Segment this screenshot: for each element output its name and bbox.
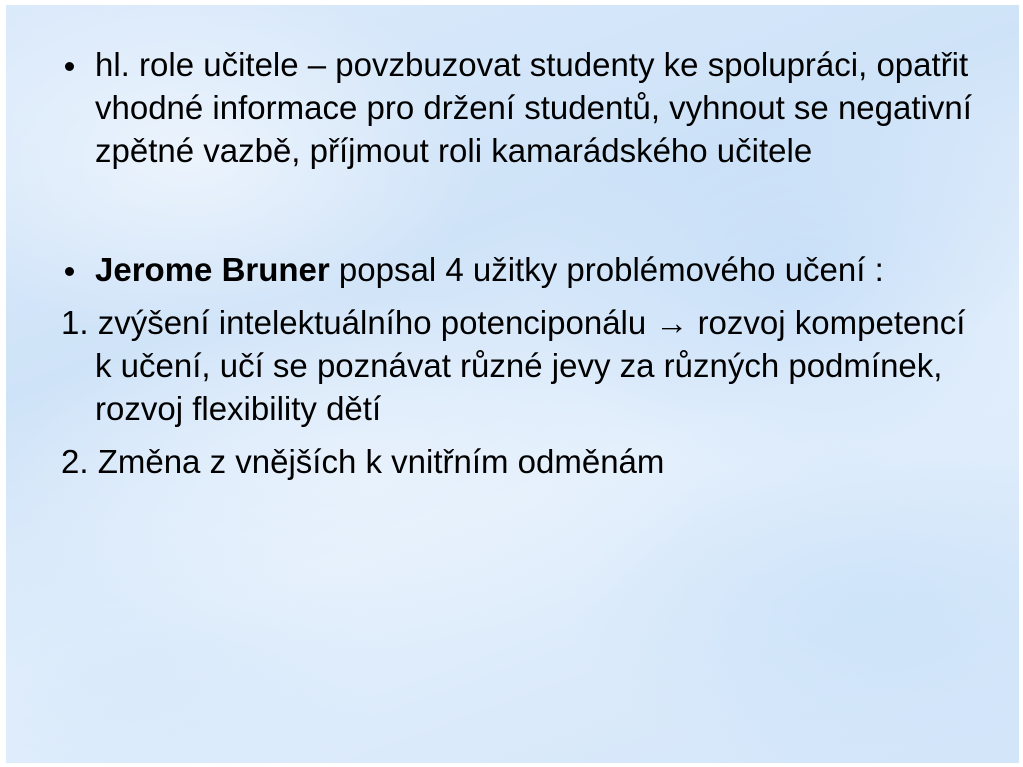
bullet-text: popsal 4 užitky problémového učení : (329, 251, 884, 288)
bullet-dot-icon (65, 62, 74, 71)
bullet-item (61, 248, 991, 291)
slide-content (61, 43, 991, 483)
bullet-text: hl. role učitele – povzbuzovat studenty ke spolupráci, opatřit vhodné informace pro držení studentů, vyhnout se negativní zpětné vazbě, příjmout roli kamarádského učitele (95, 46, 972, 169)
bullet-bold-name: Jerome Bruner (95, 251, 330, 288)
bullet-dot-icon (65, 267, 74, 276)
numbered-item: 2. Změna z vnějších k vnitřním odměnám (61, 443, 665, 480)
bullet-item (61, 43, 991, 172)
slide (6, 5, 1019, 763)
numbered-item: 1. zvýšení intelektuálního potenciponálu → rozvoj kompetencí k učení, učí se poznávat různé jevy za různých podmínek, rozvoj flexibility dětí (61, 304, 966, 427)
